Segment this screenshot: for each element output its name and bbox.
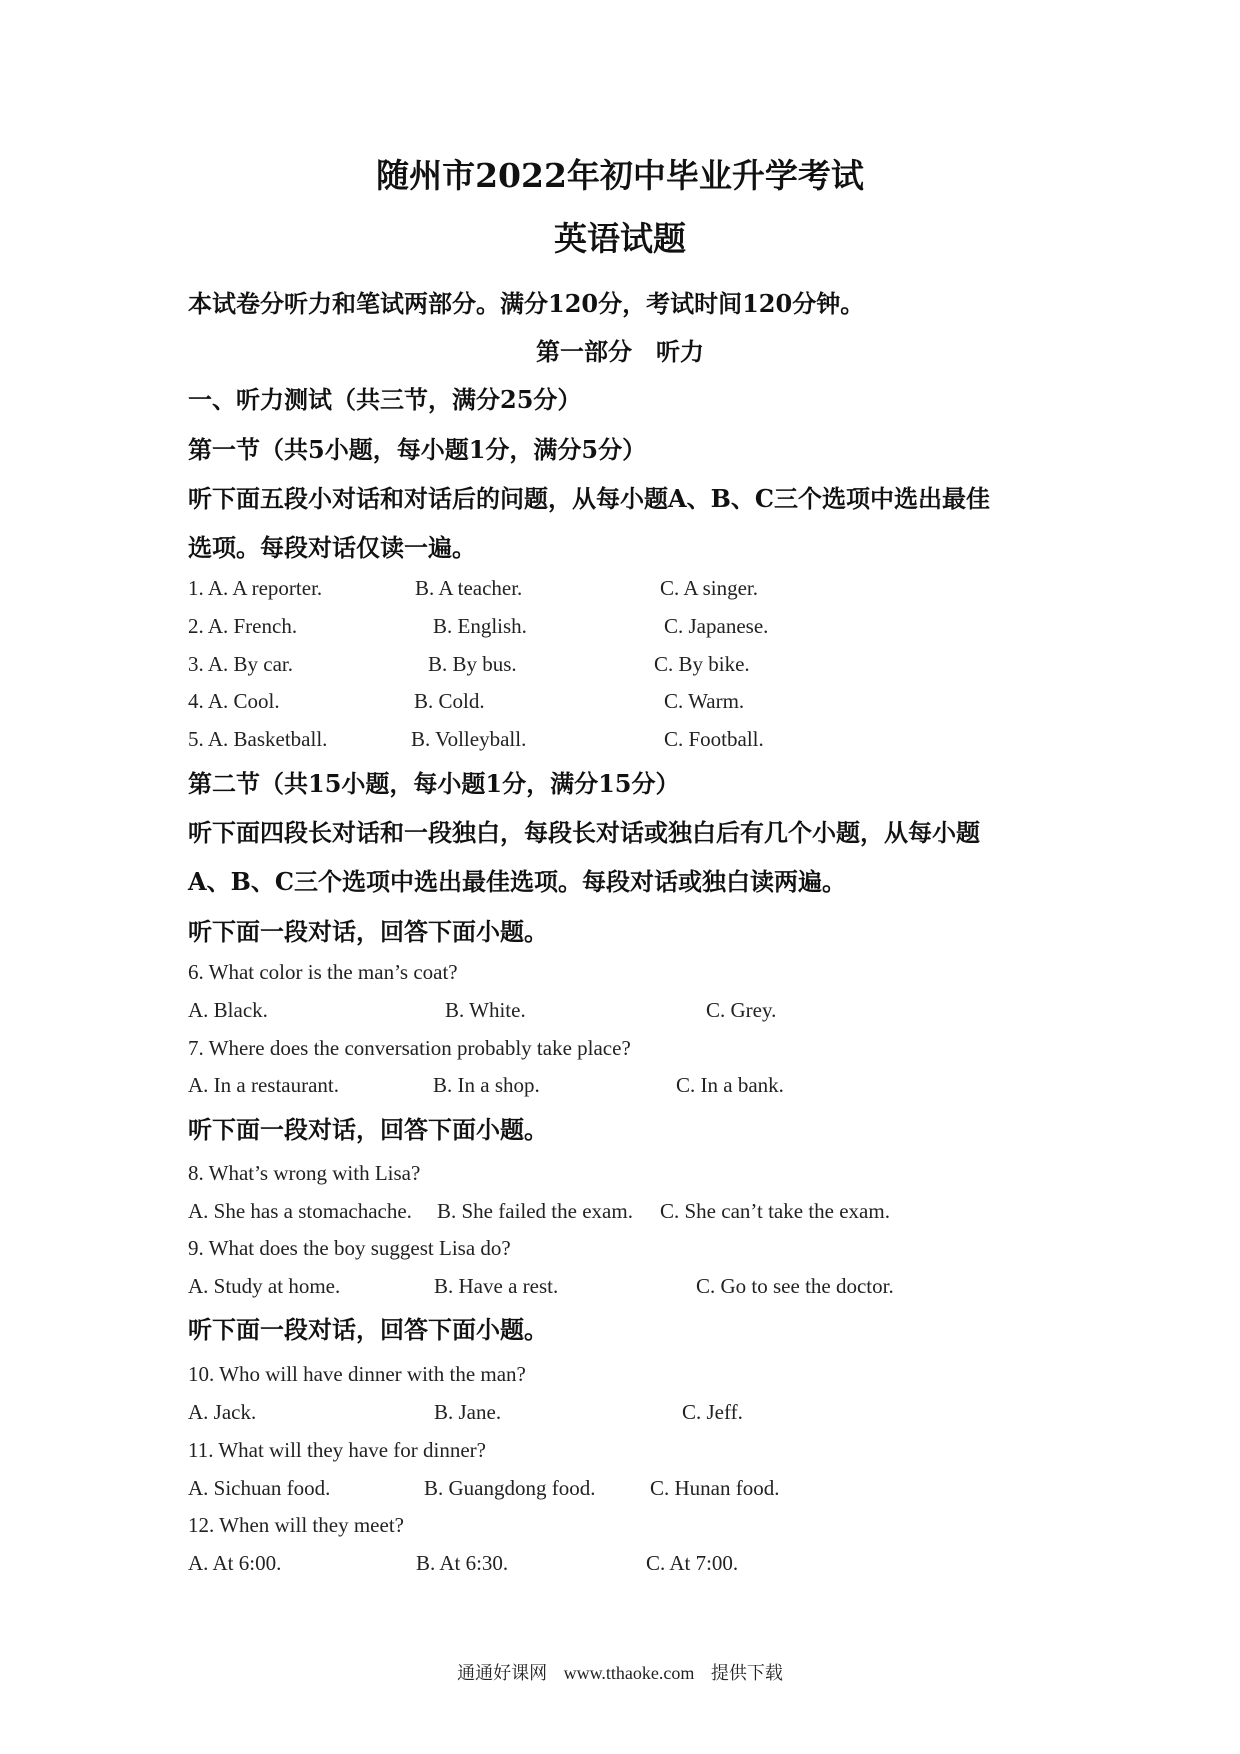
sec1-instruction-cont: 选项。每段对话仅读一遍。 [188,533,476,562]
section-heading: 一、听力测试（共三节，满分25分） [188,385,582,414]
footer-site-name: 通通好课网 [457,1663,548,1683]
sec2-instruction-cont: A、B、C三个选项中选出最佳选项。每段对话或独白读两遍。 [188,867,847,896]
q1-option-b: B. A teacher. [415,576,523,600]
q5-option-a: 5. A. Basketball. [188,727,328,751]
q12-option-c: C. At 7:00. [646,1551,739,1575]
q4-option-a: 4. A. Cool. [188,689,280,713]
sec2-heading: 第二节（共15小题，每小题1分，满分15分） [188,769,680,798]
q3-option-c: C. By bike. [654,652,750,676]
q6-option-c: C. Grey. [706,998,777,1022]
group-prompt: 听下面一段对话，回答下面小题。 [188,917,548,946]
q8-stem: 8. What’s wrong with Lisa? [188,1161,421,1185]
exam-intro: 本试卷分听力和笔试两部分。满分120分，考试时间120分钟。 [188,289,865,318]
q12-option-a: A. At 6:00. [188,1551,282,1575]
q12-stem: 12. When will they meet? [188,1513,404,1537]
q9-option-a: A. Study at home. [188,1274,341,1298]
q6-option-a: A. Black. [188,998,268,1022]
q4-option-c: C. Warm. [664,689,745,713]
q12-option-b: B. At 6:30. [416,1551,509,1575]
q6-stem: 6. What color is the man’s coat? [188,960,458,984]
q10-stem: 10. Who will have dinner with the man? [188,1362,526,1386]
page-footer [0,1659,1240,1685]
footer-url: www.tthaoke.com [563,1663,695,1683]
q6-option-b: B. White. [445,998,526,1022]
q1-option-c: C. A singer. [660,576,759,600]
q5-option-c: C. Football. [664,727,764,751]
q10-option-a: A. Jack. [188,1400,257,1424]
q8-option-b: B. She failed the exam. [437,1199,633,1223]
q2-option-a: 2. A. French. [188,614,298,638]
sec1-instruction: 听下面五段小对话和对话后的问题，从每小题A、B、C三个选项中选出最佳 [188,484,991,513]
footer-note: 提供下载 [710,1663,783,1683]
q8-option-a: A. She has a stomachache. [188,1199,412,1223]
q7-stem: 7. Where does the conversation probably take place? [188,1036,631,1060]
q7-option-b: B. In a shop. [433,1073,540,1097]
part-one-heading: 第一部分 听力 [536,337,704,366]
q11-stem: 11. What will they have for dinner? [188,1438,486,1462]
q11-option-a: A. Sichuan food. [188,1476,331,1500]
q1-option-a: 1. A. A reporter. [188,576,323,600]
q11-option-b: B. Guangdong food. [424,1476,596,1500]
q9-stem: 9. What does the boy suggest Lisa do? [188,1236,511,1260]
sec1-heading: 第一节（共5小题，每小题1分，满分5分） [188,435,647,464]
q2-option-b: B. English. [433,614,527,638]
q7-option-c: C. In a bank. [676,1073,784,1097]
q9-option-b: B. Have a rest. [434,1274,559,1298]
q7-option-a: A. In a restaurant. [188,1073,340,1097]
q2-option-c: C. Japanese. [664,614,769,638]
q11-option-c: C. Hunan food. [650,1476,780,1500]
group-prompt: 听下面一段对话，回答下面小题。 [188,1115,548,1144]
q8-option-c: C. She can’t take the exam. [660,1199,890,1223]
q3-option-a: 3. A. By car. [188,652,293,676]
exam-subtitle: 英语试题 [554,219,686,258]
q3-option-b: B. By bus. [428,652,517,676]
q10-option-b: B. Jane. [434,1400,502,1424]
group-prompt: 听下面一段对话，回答下面小题。 [188,1315,548,1344]
q10-option-c: C. Jeff. [682,1400,743,1424]
q4-option-b: B. Cold. [414,689,485,713]
q9-option-c: C. Go to see the doctor. [696,1274,894,1298]
q5-option-b: B. Volleyball. [411,727,527,751]
sec2-instruction: 听下面四段长对话和一段独白，每段长对话或独白后有几个小题，从每小题 [188,818,980,847]
exam-title: 随州市2022年初中毕业升学考试 [376,156,864,195]
